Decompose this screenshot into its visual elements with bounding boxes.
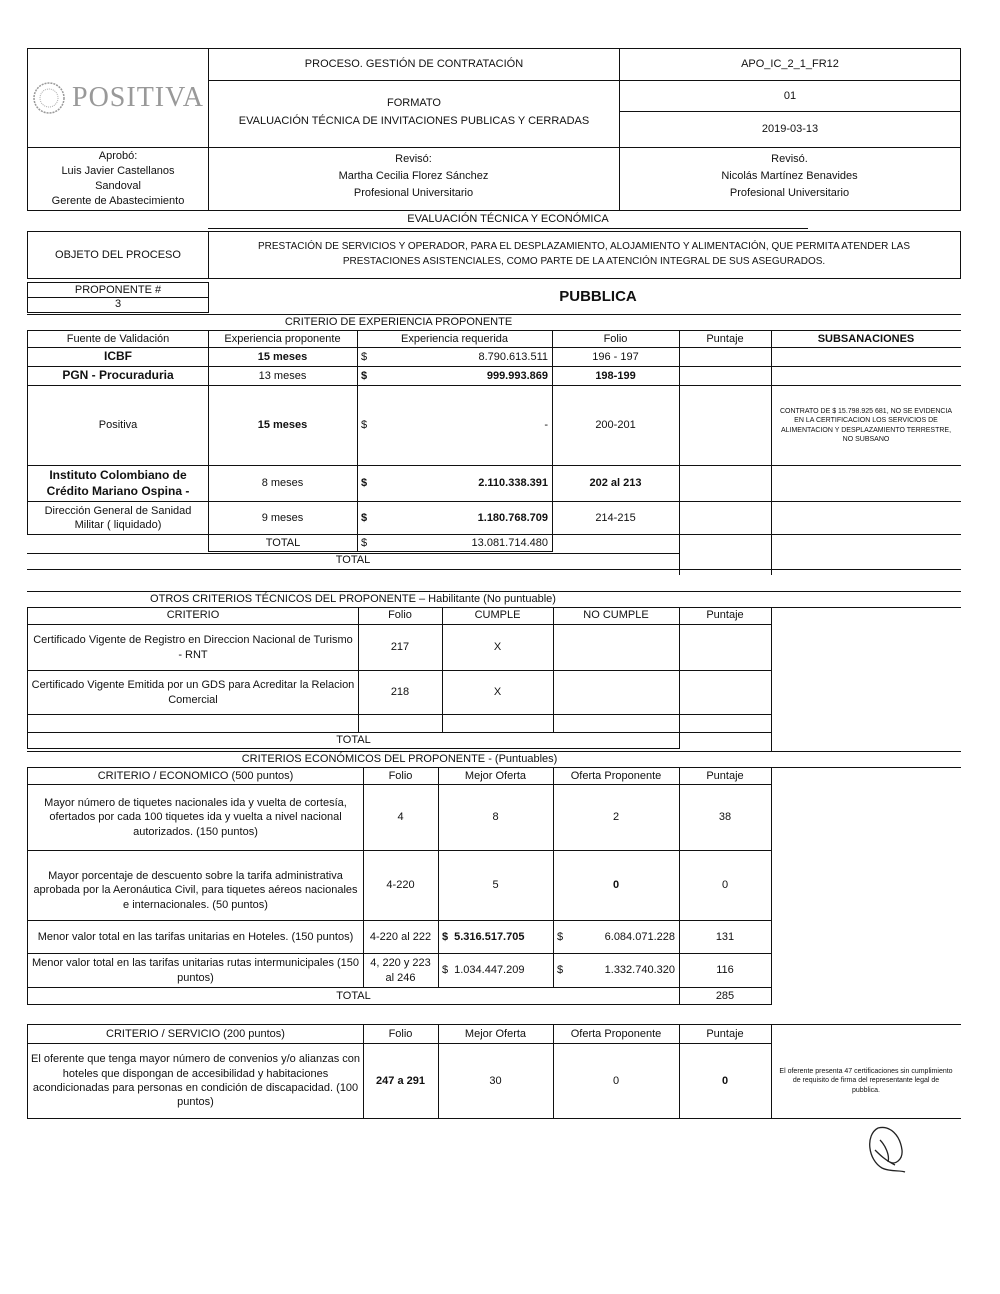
- table-row-folio: 198-199: [552, 367, 680, 386]
- col-header-subsanaciones: SUBSANACIONES: [771, 331, 961, 348]
- process-object-label: OBJETO DEL PROCESO: [27, 231, 209, 279]
- experience-subtotal-label: TOTAL: [208, 535, 358, 552]
- table-row-source: Instituto Colombiano de Crédito Mariano Ospina -: [27, 466, 209, 502]
- table-row-folio: 4, 220 y 223 al 246: [363, 954, 439, 988]
- reviewed1-role: Profesional Universitario: [353, 187, 474, 199]
- table-row-score: 131: [679, 921, 772, 954]
- table-row-best-offer: [438, 921, 554, 954]
- col-header-not-complies: NO CUMPLE: [553, 607, 680, 625]
- amount-value: 6.084.071.228: [604, 930, 675, 943]
- table-row-amount: [357, 502, 553, 535]
- table-row-score: 0: [679, 1044, 772, 1119]
- approved-label: Aprobó:: [98, 150, 138, 162]
- table-row-criterion: Certificado Vigente de Registro en Direccion Nacional de Turismo - RNT: [27, 625, 359, 671]
- table-row-score: [679, 367, 772, 386]
- economic-total-value: 285: [679, 988, 772, 1005]
- col-header-proponent-offer: Oferta Proponente: [553, 768, 680, 785]
- table-row-best-offer: [438, 954, 554, 988]
- table-row-folio: 4-220 al 222: [363, 921, 439, 954]
- table-row-score: [679, 671, 772, 715]
- col-header-folio: Folio: [363, 768, 439, 785]
- positiva-logo: [28, 49, 208, 147]
- table-row-folio: 196 - 197: [552, 348, 680, 367]
- table-row-complies: X: [442, 625, 554, 671]
- col-header-criterion: CRITERIO / SERVICIO (200 puntos): [27, 1025, 364, 1044]
- currency-symbol: $: [361, 477, 368, 490]
- process-object-text: [208, 231, 961, 279]
- approved-name-line1: Luis Javier Castellanos: [61, 165, 175, 177]
- table-row-score: [679, 348, 772, 367]
- table-row-proponent-offer: 0: [553, 851, 680, 921]
- table-row-months: 8 meses: [208, 466, 358, 502]
- reviewed2-name: Nicolás Martínez Benavides: [721, 170, 858, 182]
- amount-value: 1.034.447.209: [454, 964, 525, 977]
- table-row-proponent-offer: [553, 921, 680, 954]
- approved-name-line2: Sandoval: [95, 180, 141, 192]
- table-row-folio: 4: [363, 785, 439, 851]
- table-row-months: 13 meses: [208, 367, 358, 386]
- table-row-score: [679, 386, 772, 466]
- table-row-empty: [358, 715, 443, 733]
- table-row-not-complies: [553, 671, 680, 715]
- table-row-amount: [357, 386, 553, 466]
- table-row-criterion: Certificado Vigente Emitida por un GDS para Acreditar la Relacion Comercial: [27, 671, 359, 715]
- table-row-score: [679, 502, 772, 535]
- table-row-note: El oferente presenta 47 certificaciones sin cumplimiento de requisito de firma del representante legal de pubblica.: [771, 1044, 961, 1119]
- table-row-proponent-offer: [553, 954, 680, 988]
- table-row-folio: 218: [358, 671, 443, 715]
- document-code: APO_IC_2_1_FR12: [619, 48, 961, 81]
- amount-value: -: [544, 419, 548, 432]
- col-header-source: Fuente de Validación: [27, 331, 209, 348]
- col-header-complies: CUMPLE: [442, 607, 554, 625]
- table-row-amount: [357, 348, 553, 367]
- table-row-criterion: Mayor número de tiquetes nacionales ida y vuelta de cortesía, ofertados por cada 100 tiquetes ida y vuelta a nivel nacional autorizados. (150 puntos): [27, 785, 364, 851]
- amount-value: 8.790.613.511: [478, 350, 548, 363]
- reviewed-by-1-box: [208, 147, 620, 211]
- table-row-note: [771, 367, 961, 386]
- signature-mark-icon: [860, 1120, 910, 1180]
- currency-symbol: $: [361, 536, 368, 549]
- table-row-criterion: Menor valor total en las tarifas unitarias rutas intermunicipales (150 puntos): [27, 954, 364, 988]
- currency-symbol: $: [361, 511, 368, 524]
- proponent-number: 3: [27, 297, 209, 313]
- experience-total-value: [679, 553, 772, 568]
- table-row-best-offer: 5: [438, 851, 554, 921]
- currency-symbol: $: [557, 964, 564, 977]
- table-row-folio: 247 a 291: [363, 1044, 439, 1119]
- currency-symbol: $: [442, 930, 449, 943]
- table-row-empty: [442, 715, 554, 733]
- table-row-folio: 200-201: [552, 386, 680, 466]
- table-row-note: [771, 348, 961, 367]
- col-header-score: Puntaje: [679, 331, 772, 348]
- table-row-criterion: Menor valor total en las tarifas unitarias en Hoteles. (150 puntos): [27, 921, 364, 954]
- table-row-months: 9 meses: [208, 502, 358, 535]
- col-header-folio: Folio: [552, 331, 680, 348]
- currency-symbol: $: [361, 419, 368, 432]
- reviewed-by-2-box: [619, 147, 961, 211]
- currency-symbol: $: [557, 930, 564, 943]
- format-title: EVALUACIÓN TÉCNICA DE INVITACIONES PUBLICAS Y CERRADAS: [238, 114, 590, 127]
- evaluation-title: EVALUACIÓN TÉCNICA Y ECONÓMICA: [208, 211, 808, 229]
- logo-box: [27, 48, 209, 148]
- currency-symbol: $: [361, 350, 368, 363]
- document-date: 2019-03-13: [619, 111, 961, 148]
- table-row-not-complies: [553, 625, 680, 671]
- table-row-note: [771, 502, 961, 535]
- currency-symbol: $: [361, 369, 368, 382]
- amount-value: 999.993.869: [486, 369, 548, 382]
- col-header-proponent-exp: Experiencia proponente: [208, 331, 358, 348]
- process-object-line1: PRESTACIÓN DE SERVICIOS Y OPERADOR, PARA EL DESPLAZAMIENTO, ALOJAMIENTO Y ALIMENTACIÓN, QUE PERMITA ATENDER LAS: [257, 241, 911, 252]
- table-row-folio: 4-220: [363, 851, 439, 921]
- process-name: PROCESO. GESTIÓN DE CONTRATACIÓN: [208, 48, 620, 81]
- table-row-score: 0: [679, 851, 772, 921]
- table-row-proponent-offer: 0: [553, 1044, 680, 1119]
- col-header-best-offer: Mejor Oferta: [438, 1025, 554, 1044]
- table-row-criterion: El oferente que tenga mayor número de convenios y/o alianzas con hoteles que dispongan de accesibilidad y habitaciones acondicionadas para personas en condición de discapacidad. (100 puntos): [27, 1044, 364, 1119]
- amount-value: 2.110.338.391: [478, 477, 548, 490]
- col-header-criterion: CRITERIO / ECONOMICO (500 puntos): [27, 768, 364, 785]
- table-row-folio: 214-215: [552, 502, 680, 535]
- col-header-proponent-offer: Oferta Proponente: [553, 1025, 680, 1044]
- proponent-label: PROPONENTE #: [27, 282, 209, 298]
- amount-value: 1.180.768.709: [477, 511, 548, 524]
- table-row-note: [771, 466, 961, 502]
- reviewed2-label: Revisó.: [771, 153, 808, 165]
- experience-total-label: TOTAL: [335, 554, 371, 567]
- col-header-best-offer: Mejor Oferta: [438, 768, 554, 785]
- amount-value: 5.316.517.705: [454, 930, 525, 943]
- economic-criteria-title: CRITERIOS ECONÓMICOS DEL PROPONENTE - (Puntuables): [241, 752, 558, 765]
- col-header-score: Puntaje: [679, 1025, 772, 1044]
- table-row-score: [679, 625, 772, 671]
- currency-symbol: $: [442, 964, 449, 977]
- reviewed2-role: Profesional Universitario: [729, 187, 850, 199]
- table-row-empty: [679, 715, 772, 733]
- table-row-amount: [357, 367, 553, 386]
- approved-by-box: [27, 147, 209, 211]
- process-object-line2: PRESTACIONES ASISTENCIALES, COMO PARTE DE LA ATENCIÓN INTEGRAL DE SUS ASEGURADOS.: [342, 256, 826, 267]
- proponent-name: PUBBLICA: [559, 288, 637, 306]
- table-row-source: Positiva: [27, 386, 209, 466]
- amount-value: 13.081.714.480: [471, 536, 548, 549]
- col-header-folio: Folio: [358, 607, 443, 625]
- experience-subtotal-folio: [552, 535, 680, 552]
- logo-text: POSITIVA: [72, 82, 204, 113]
- table-row-months: 15 meses: [208, 348, 358, 367]
- amount-value: 1.332.740.320: [604, 964, 675, 977]
- table-row-score: [679, 466, 772, 502]
- table-row-complies: X: [442, 671, 554, 715]
- table-row-source: Dirección General de Sanidad Militar ( liquidado): [27, 502, 209, 535]
- economic-total-label: TOTAL: [27, 988, 680, 1005]
- table-row-best-offer: 8: [438, 785, 554, 851]
- approved-role: Gerente de Abastecimiento: [51, 195, 185, 207]
- table-row-score: 116: [679, 954, 772, 988]
- col-header-required-exp: Experiencia requerida: [357, 331, 553, 348]
- reviewed1-name: Martha Cecilia Florez Sánchez: [338, 170, 489, 182]
- table-row-source: ICBF: [27, 348, 209, 367]
- table-row-empty: [553, 715, 680, 733]
- experience-subtotal-amount: [357, 535, 553, 552]
- table-row-best-offer: 30: [438, 1044, 554, 1119]
- col-header-criterion: CRITERIO: [27, 607, 359, 625]
- table-row-criterion: Mayor porcentaje de descuento sobre la tarifa administrativa aprobada por la Aeronáutica Civil, para tiquetes aéreos nacionales e internacionales. (50 puntos): [27, 851, 364, 921]
- table-row-source: PGN - Procuraduria: [27, 367, 209, 386]
- version: 01: [619, 80, 961, 112]
- table-row-months: 15 meses: [208, 386, 358, 466]
- table-row-note: CONTRATO DE $ 15.798.925 681, NO SE EVIDENCIA EN LA CERTIFICACION LOS SERVICIOS DE ALIMENTACION Y DESPLAZAMIENTO TERRESTRE, NO SUBSANO: [771, 386, 961, 466]
- col-header-folio: Folio: [363, 1025, 439, 1044]
- positiva-emblem-icon: [32, 81, 66, 115]
- reviewed1-label: Revisó:: [395, 153, 432, 165]
- table-row-score: 38: [679, 785, 772, 851]
- table-row-proponent-offer: 2: [553, 785, 680, 851]
- table-row-folio: 202 al 213: [552, 466, 680, 502]
- other-criteria-total-label: TOTAL: [27, 733, 680, 749]
- experience-title: CRITERIO DE EXPERIENCIA PROPONENTE: [284, 315, 513, 328]
- format-label: FORMATO: [387, 96, 441, 109]
- format-title-box: [208, 80, 620, 148]
- col-header-score: Puntaje: [679, 607, 772, 625]
- table-row-empty: [27, 715, 359, 733]
- other-criteria-title: OTROS CRITERIOS TÉCNICOS DEL PROPONENTE – Habilitante (No puntuable): [150, 592, 556, 605]
- col-header-score: Puntaje: [679, 768, 772, 785]
- table-row-folio: 217: [358, 625, 443, 671]
- table-row-amount: [357, 466, 553, 502]
